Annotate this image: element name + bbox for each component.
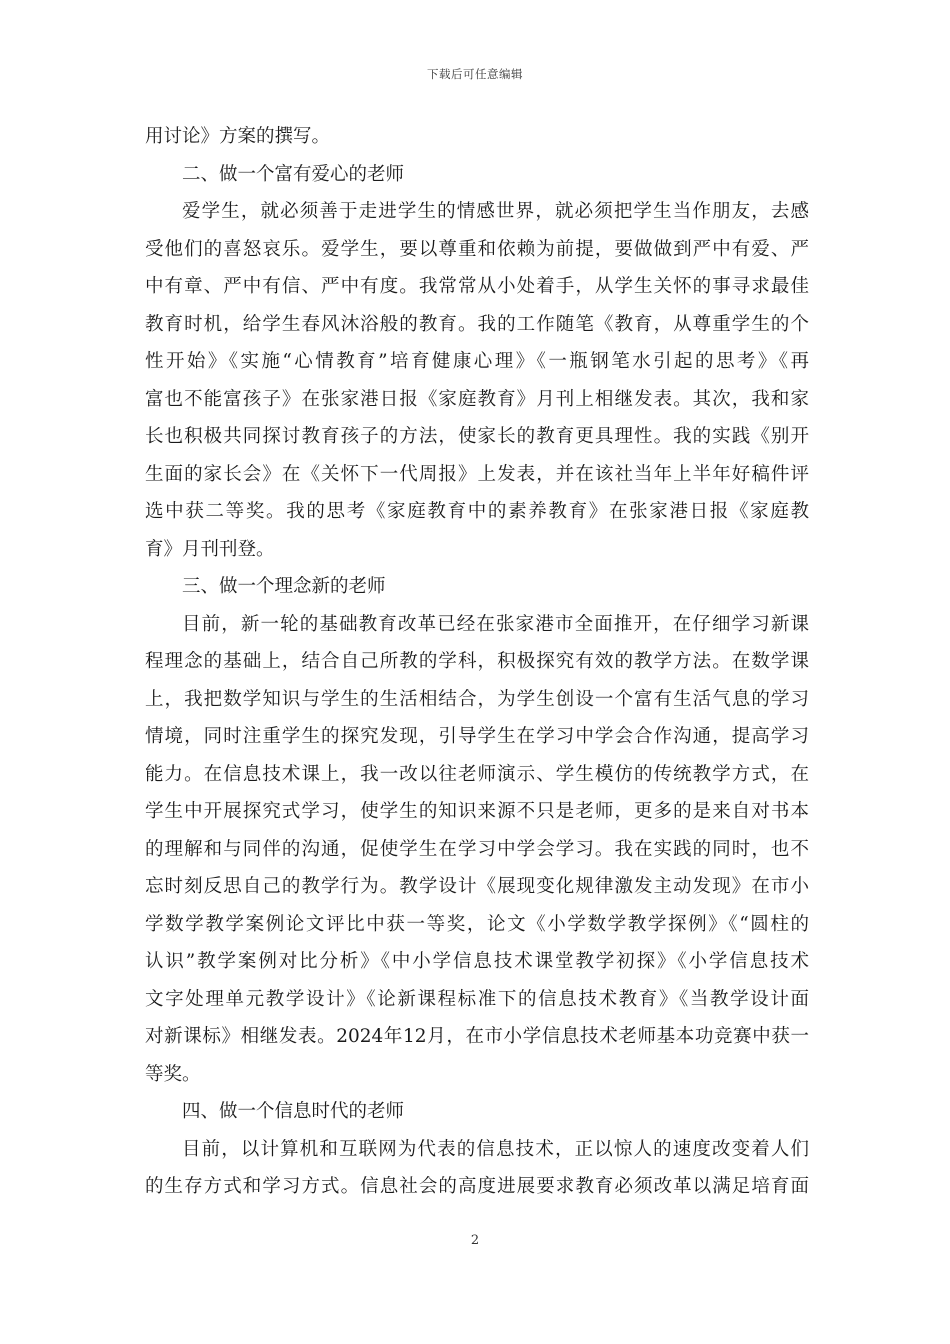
paragraph-line: 上，我把数学知识与学生的生活相结合，为学生创设一个富有生活气息的学习 (145, 688, 809, 710)
paragraph-line: 目前，以计算机和互联网为代表的信息技术，正以惊人的速度改变着人们 (182, 1138, 809, 1160)
paragraph-line: 的生存方式和学习方式。信息社会的高度进展要求教育必须改革以满足培育面 (145, 1176, 809, 1197)
paragraph-line: 程理念的基础上，结合自己所教的学科，积极探究有效的教学方法。在数学课 (145, 651, 809, 672)
paragraph-line: 教育时机，给学生春风沐浴般的教育。我的工作随笔《教育，从尊重学生的个 (145, 313, 809, 335)
paragraph-line: 学生中开展探究式学习，使学生的知识来源不只是老师，更多的是来自对书本 (145, 801, 809, 822)
paragraph-line: 文字处理单元教学设计》《论新课程标准下的信息技术教育》《当教学设计面 (145, 988, 809, 1010)
section-heading: 三、做一个理念新的老师 (182, 576, 386, 597)
section-heading: 四、做一个信息时代的老师 (182, 1101, 405, 1122)
paragraph-line: 目前，新一轮的基础教育改革已经在张家港市全面推开，在仔细学习新课 (182, 613, 809, 635)
paragraph-line: 的理解和与同伴的沟通，促使学生在学习中学会学习。我在实践的同时，也不 (145, 838, 809, 860)
section-heading: 二、做一个富有爱心的老师 (182, 163, 405, 185)
paragraph-line: 选中获二等奖。我的思考《家庭教育中的素养教育》在张家港日报《家庭教 (145, 501, 809, 522)
paragraph-line: 受他们的喜怒哀乐。爱学生，要以尊重和依赖为前提，要做做到严中有爱、严 (145, 238, 809, 260)
paragraph-line: 育》月刊刊登。 (145, 538, 275, 560)
paragraph-line: 生面的家长会》在《关怀下一代周报》上发表，并在该社当年上半年好稿件评 (145, 463, 809, 485)
paragraph-line: 中有章、严中有信、严中有度。我常常从小处着手，从学生关怀的事寻求最佳 (145, 276, 809, 297)
paragraph-line: 对新课标》相继发表。2024年12月，在市小学信息技术老师基本功竞赛中获一 (145, 1026, 809, 1047)
paragraph-line: 学数学教学案例论文评比中获一等奖，论文《小学数学教学探例》《“圆柱的 (145, 913, 809, 935)
paragraph-line: 认识”教学案例对比分析》《中小学信息技术课堂教学初探》《小学信息技术 (145, 951, 809, 972)
paragraph-line: 长也积极共同探讨教育孩子的方法，使家长的教育更具理性。我的实践《别开 (145, 426, 809, 447)
paragraph-line: 爱学生，就必须善于走进学生的情感世界，就必须把学生当作朋友，去感 (182, 201, 809, 222)
page-number: 2 (470, 1233, 480, 1248)
page-header-note: 下载后可任意编辑 (427, 67, 523, 81)
paragraph-line: 富也不能富孩子》在张家港日报《家庭教育》月刊上相继发表。其次，我和家 (145, 388, 809, 410)
paragraph-line: 忘时刻反思自己的教学行为。教学设计《展现变化规律激发主动发现》在市小 (145, 876, 809, 897)
paragraph-line: 用讨论》方案的撰写。 (145, 126, 331, 147)
paragraph-line: 性开始》《实施“心情教育”培育健康心理》《一瓶钢笔水引起的思考》《再 (145, 351, 809, 372)
document-body (145, 118, 809, 1206)
paragraph-line: 情境，同时注重学生的探究发现，引导学生在学习中学会合作沟通，提高学习 (145, 726, 809, 747)
paragraph-line: 等奖。 (145, 1063, 201, 1085)
paragraph-line: 能力。在信息技术课上，我一改以往老师演示、学生模仿的传统教学方式，在 (145, 763, 809, 785)
